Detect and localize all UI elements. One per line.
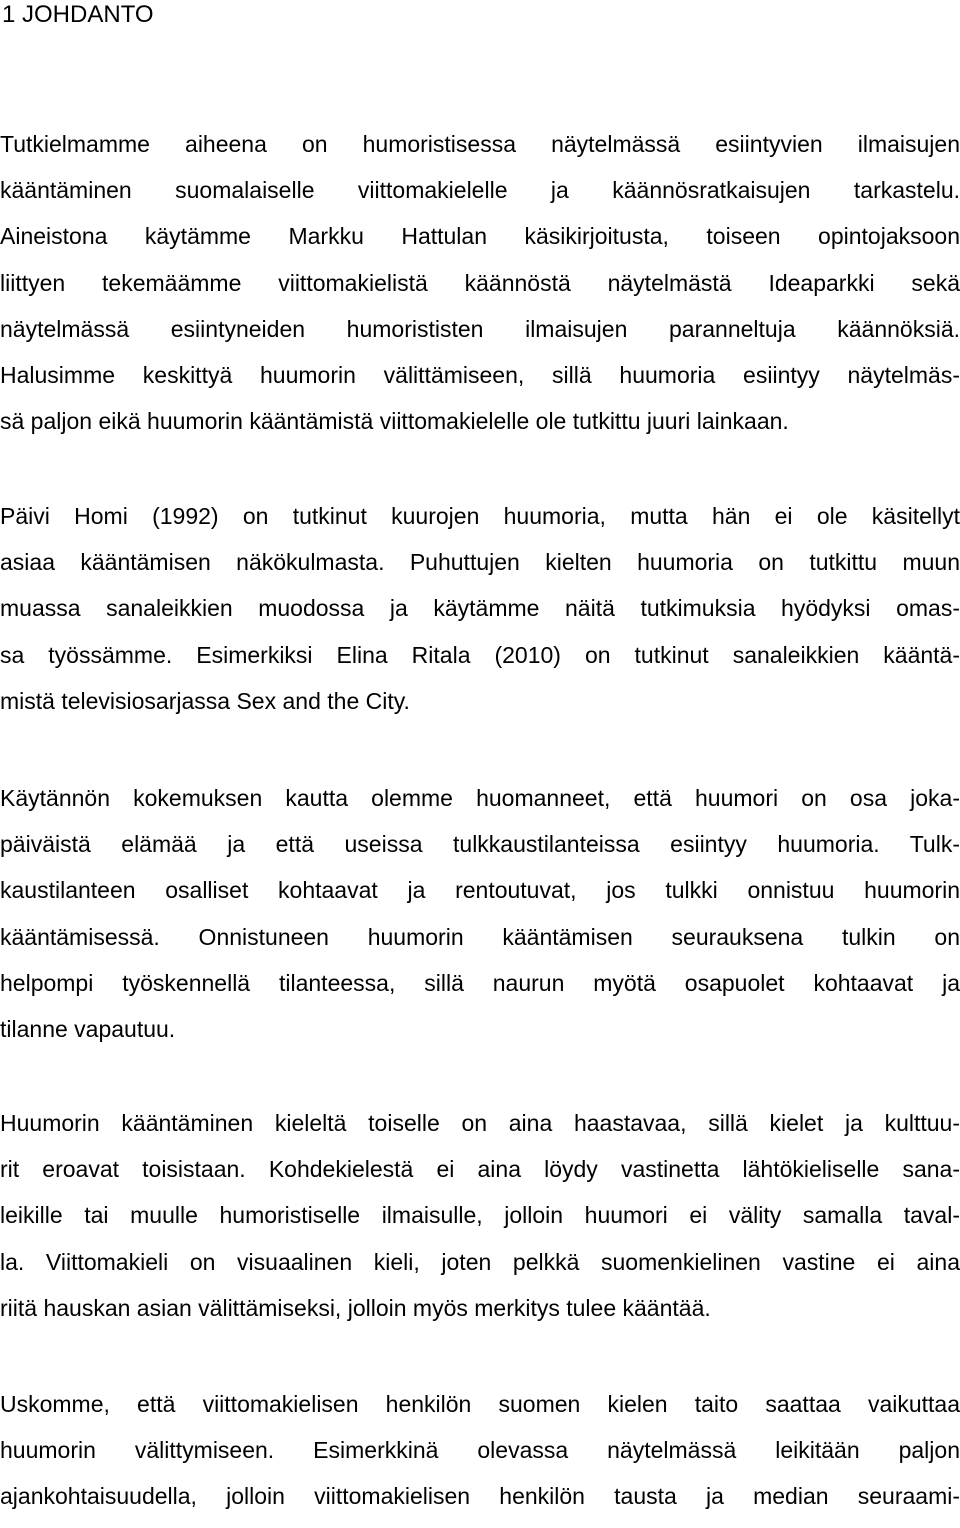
text-line: sä paljon eikä huumorin kääntämistä viittomakielelle ole tutkittu juuri lainkaan. [0,408,789,435]
text-line: Päivi Homi (1992) on tutkinut kuurojen huumoria, mutta hän ei ole käsitellyt [0,503,960,529]
text-line: Halusimme keskittyä huumorin välittämiseen, sillä huumoria esiintyy näytelmäs- [0,361,960,388]
text-line: ajankohtaisuudella, jolloin viittomakielisen henkilön tausta ja median seuraami- [0,1483,960,1510]
text-line: kääntäminen suomalaiselle viittomakielelle ja käännösratkaisujen tarkastelu. [0,177,960,204]
text-line: Tutkielmamme aiheena on humoristisessa näytelmässä esiintyvien ilmaisujen [0,131,960,157]
text-line: riitä hauskan asian välittämiseksi, jolloin myös merkitys tulee kääntää. [0,1294,711,1321]
text-line: rit eroavat toisistaan. Kohdekielestä ei aina löydy vastinetta lähtökieliselle sana- [0,1156,960,1183]
paragraph-3 [0,783,960,1060]
text-line: asiaa kääntämisen näkökulmasta. Puhuttujen kielten huumoria on tutkittu muun [0,549,960,576]
section-heading: 1 JOHDANTO [2,1,154,28]
text-line: sa työssämme. Esimerkiksi Elina Ritala (2010) on tutkinut sanaleikkien kääntä- [0,641,960,668]
text-line: helpompi työskennellä tilanteessa, sillä naurun myötä osapuolet kohtaavat ja [0,969,960,996]
paragraph-2 [0,501,960,732]
text-line: tilanne vapautuu. [0,1015,176,1042]
paragraph-1 [0,129,960,452]
paragraph-5 [0,1389,960,1528]
text-line: huumorin välittymiseen. Esimerkkinä olevassa näytelmässä leikitään paljon [0,1437,960,1464]
text-line: mistä televisiosarjassa Sex and the City. [0,687,410,714]
text-line: näytelmässä esiintyneiden humorististen ilmaisujen paranneltuja käännöksiä. [0,315,960,342]
text-line: Huumorin kääntäminen kieleltä toiselle on aina haastavaa, sillä kielet ja kulttuu- [0,1110,960,1136]
text-line: la. Viittomakieli on visuaalinen kieli, joten pelkkä suomenkielinen vastine ei aina [0,1248,960,1275]
text-line: Käytännön kokemuksen kautta olemme huomanneet, että huumori on osa joka- [0,785,960,811]
text-line: muassa sanaleikkien muodossa ja käytämme näitä tutkimuksia hyödyksi omas- [0,595,960,622]
text-line: liittyen tekemäämme viittomakielistä käännöstä näytelmästä Ideaparkki sekä [0,269,960,296]
paragraph-4 [0,1108,960,1339]
text-line: kaustilanteen osalliset kohtaavat ja rentoutuvat, jos tulkki onnistuu huumorin [0,877,960,904]
text-line: kääntämisessä. Onnistuneen huumorin kääntämisen seurauksena tulkin on [0,923,960,950]
text-line: Aineistona käytämme Markku Hattulan käsikirjoitusta, toiseen opintojaksoon [0,223,960,250]
text-line: leikille tai muulle humoristiselle ilmaisulle, jolloin huumori ei välity samalla taval- [0,1202,960,1229]
text-line: Uskomme, että viittomakielisen henkilön suomen kielen taito saattaa vaikuttaa [0,1391,960,1417]
text-line: päiväistä elämää ja että useissa tulkkaustilanteissa esiintyy huumoria. Tulk- [0,831,960,858]
